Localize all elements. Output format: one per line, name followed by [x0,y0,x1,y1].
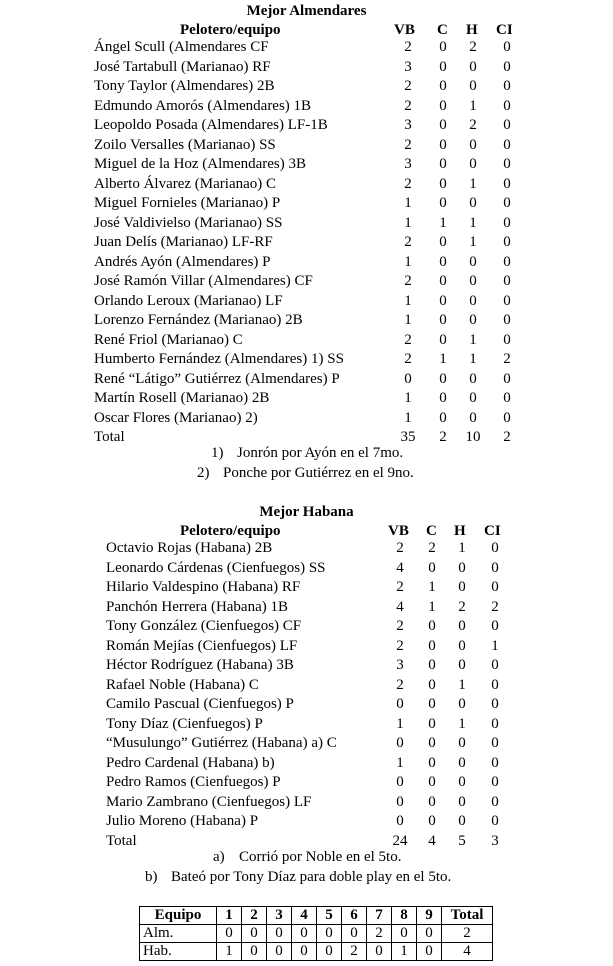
almendares-cell-vb: 1 [404,312,412,328]
habana-cell-ci: 0 [491,676,499,693]
habana-player-row [0,695,613,715]
almendares-cell-ci: 0 [503,39,511,55]
almendares-cell-name: Ángel Scull (Almendares CF [94,39,269,55]
almendares-cell-ci: 0 [503,390,511,406]
habana-cell-h: 0 [458,696,466,712]
habana-cell-h: 1 [458,715,466,732]
habana-cell-name: Pedro Cardenal (Habana) b) [106,754,275,771]
almendares-cell-vb: 3 [404,117,412,133]
habana-cell-name: Mario Zambrano (Cienfuegos) LF [106,793,312,810]
footnote-marker: 2) [197,464,210,481]
almendares-cell-ci: 0 [503,312,511,328]
almendares-cell-h: 1 [469,234,477,250]
habana-cell-h: 5 [458,832,466,849]
habana-cell-name: Total [106,832,137,849]
habana-player-row [0,812,613,832]
linescore-cell: 0 [267,943,292,961]
almendares-cell-c: 0 [439,58,447,75]
habana-header-vb: VB [388,523,409,539]
habana-cell-ci: 0 [491,579,499,595]
habana-player-row [0,539,613,559]
habana-cell-c: 1 [428,579,436,595]
almendares-cell-h: 1 [469,175,477,192]
linescore-cell: 0 [392,925,417,943]
almendares-cell-c: 0 [439,312,447,328]
habana-cell-c: 0 [428,657,436,673]
linescore-header-cell: 5 [317,907,342,925]
habana-cell-h: 0 [458,793,466,810]
almendares-cell-name: Zoilo Versalles (Marianao) SS [94,136,276,153]
almendares-cell-name: José Tartabull (Marianao) RF [94,58,271,75]
almendares-cell-name: René Friol (Marianao) C [94,331,243,348]
linescore-cell: 0 [342,925,367,943]
almendares-cell-vb: 1 [404,390,412,406]
almendares-player-row [0,77,613,97]
almendares-cell-name: Lorenzo Fernández (Marianao) 2B [94,312,303,328]
habana-cell-c: 0 [428,813,436,829]
habana-cell-ci: 2 [491,598,499,615]
habana-cell-vb: 0 [396,735,404,751]
almendares-player-row [0,175,613,195]
almendares-cell-name: Edmundo Amorós (Almendares) 1B [94,97,312,114]
linescore-cell: 0 [417,925,442,943]
footnote-marker: b) [145,868,158,885]
habana-cell-ci: 0 [491,813,499,829]
habana-cell-ci: 0 [491,657,499,673]
habana-header-player: Pelotero/equipo [180,523,281,539]
habana-cell-ci: 0 [491,540,499,556]
habana-cell-h: 0 [458,637,466,654]
almendares-cell-c: 1 [439,214,447,231]
almendares-cell-c: 0 [439,97,447,114]
linescore-cell: 2 [367,925,392,943]
almendares-player-row [0,331,613,351]
almendares-player-row [0,38,613,58]
almendares-player-row [0,292,613,312]
almendares-cell-h: 0 [469,409,477,426]
habana-cell-vb: 4 [396,559,404,576]
habana-cell-vb: 0 [396,696,404,712]
almendares-cell-vb: 3 [404,58,412,75]
habana-cell-h: 1 [458,676,466,693]
habana-cell-h: 0 [458,657,466,673]
almendares-cell-c: 0 [439,136,447,153]
habana-cell-h: 2 [458,598,466,615]
almendares-cell-h: 10 [465,429,481,445]
habana-cell-ci: 0 [491,618,499,634]
linescore-cell: 0 [317,943,342,961]
almendares-cell-c: 0 [439,409,447,426]
almendares-cell-c: 0 [439,370,447,387]
almendares-cell-name: Miguel Fornieles (Marianao) P [94,195,281,211]
almendares-cell-name: José Ramón Villar (Almendares) CF [94,273,313,289]
almendares-cell-ci: 0 [503,195,511,211]
almendares-footnote [211,444,403,462]
linescore-cell: 1 [392,943,417,961]
habana-cell-h: 0 [458,735,466,751]
almendares-cell-ci: 0 [503,214,511,231]
almendares-cell-vb: 35 [400,429,416,445]
almendares-cell-vb: 2 [404,273,412,289]
almendares-cell-h: 0 [469,58,477,75]
linescore-header-cell: 6 [342,907,367,925]
almendares-player-row [0,58,613,78]
almendares-cell-name: José Valdivielso (Marianao) SS [94,214,283,231]
habana-cell-ci: 0 [491,793,499,810]
linescore-team-row [140,943,493,961]
almendares-cell-h: 1 [469,97,477,114]
linescore-table [139,906,493,961]
habana-player-row [0,793,613,813]
almendares-cell-h: 0 [469,195,477,211]
almendares-cell-ci: 0 [503,175,511,192]
linescore-cell: 0 [317,925,342,943]
almendares-cell-vb: 3 [404,156,412,172]
almendares-cell-ci: 0 [503,370,511,387]
almendares-cell-vb: 2 [404,78,412,94]
linescore-cell: 2 [442,925,493,943]
linescore-header-cell: Total [442,907,493,925]
habana-cell-name: Julio Moreno (Habana) P [106,813,259,829]
almendares-cell-h: 0 [469,390,477,406]
habana-cell-vb: 2 [396,540,404,556]
almendares-cell-c: 0 [439,195,447,211]
almendares-cell-vb: 2 [404,39,412,55]
habana-cell-vb: 0 [396,793,404,810]
habana-cell-c: 0 [428,676,436,693]
habana-player-row [0,656,613,676]
habana-cell-c: 0 [428,774,436,790]
almendares-cell-h: 0 [469,78,477,94]
almendares-cell-vb: 1 [404,253,412,270]
habana-cell-vb: 2 [396,579,404,595]
almendares-footnote [197,464,414,482]
habana-player-row [0,676,613,696]
habana-player-row [0,773,613,793]
almendares-player-row [0,311,613,331]
almendares-cell-name: Juan Delís (Marianao) LF-RF [94,234,273,250]
linescore-cell: 0 [367,943,392,961]
almendares-cell-c: 0 [439,273,447,289]
habana-cell-name: Román Mejías (Cienfuegos) LF [106,637,298,654]
footnote-text: Jonrón por Ayón en el 7mo. [237,445,404,461]
linescore-cell: 0 [242,943,267,961]
almendares-cell-ci: 2 [503,351,511,367]
almendares-cell-h: 0 [469,156,477,172]
habana-footnote [213,848,401,866]
almendares-cell-vb: 2 [404,136,412,153]
almendares-cell-vb: 2 [404,234,412,250]
habana-cell-h: 0 [458,774,466,790]
almendares-cell-vb: 2 [404,331,412,348]
habana-header-h: H [454,523,466,539]
habana-cell-c: 0 [428,735,436,751]
almendares-player-row [0,350,613,370]
linescore-team-row [140,925,493,943]
almendares-cell-ci: 0 [503,273,511,289]
habana-cell-ci: 0 [491,696,499,712]
almendares-cell-c: 0 [439,78,447,94]
almendares-cell-vb: 1 [404,195,412,211]
almendares-cell-h: 0 [469,273,477,289]
linescore-header-cell: 3 [267,907,292,925]
linescore-cell: Hab. [140,943,217,961]
almendares-cell-c: 0 [439,39,447,55]
habana-cell-name: Camilo Pascual (Cienfuegos) P [106,696,294,712]
almendares-cell-ci: 0 [503,78,511,94]
almendares-cell-name: Alberto Álvarez (Marianao) C [94,175,277,192]
almendares-cell-h: 2 [469,117,477,133]
linescore-header-cell: 8 [392,907,417,925]
almendares-title: Mejor Almendares [246,3,367,19]
linescore-header-cell: 1 [217,907,242,925]
almendares-header-h: H [466,22,478,38]
habana-cell-name: Pedro Ramos (Cienfuegos) P [106,774,281,790]
almendares-cell-c: 0 [439,331,447,348]
habana-cell-ci: 0 [491,559,499,576]
habana-cell-vb: 3 [396,657,404,673]
habana-cell-c: 2 [428,540,436,556]
footnote-text: Bateó por Tony Díaz para doble play en el 5to. [171,868,452,885]
habana-player-row [0,578,613,598]
almendares-cell-ci: 0 [503,253,511,270]
habana-cell-vb: 2 [396,676,404,693]
linescore-cell: 1 [217,943,242,961]
almendares-cell-vb: 2 [404,351,412,367]
almendares-player-row [0,214,613,234]
linescore-cell: 2 [342,943,367,961]
linescore-header-cell: 9 [417,907,442,925]
almendares-player-row [0,272,613,292]
almendares-player-row [0,155,613,175]
almendares-cell-name: Total [94,429,125,445]
almendares-cell-c: 1 [439,351,447,367]
habana-cell-vb: 2 [396,618,404,634]
habana-cell-vb: 0 [396,774,404,790]
almendares-cell-vb: 2 [404,97,412,114]
habana-cell-ci: 0 [491,735,499,751]
almendares-cell-ci: 0 [503,136,511,153]
habana-title: Mejor Habana [259,504,354,520]
almendares-cell-name: Orlando Leroux (Marianao) LF [94,292,283,309]
almendares-player-row [0,97,613,117]
almendares-cell-h: 1 [469,331,477,348]
almendares-player-row [0,116,613,136]
almendares-cell-name: René “Látigo” Gutiérrez (Almendares) P [94,370,340,387]
almendares-header-player: Pelotero/equipo [180,22,281,38]
habana-cell-c: 1 [428,598,436,615]
habana-cell-ci: 0 [491,774,499,790]
habana-cell-vb: 2 [396,637,404,654]
almendares-cell-vb: 2 [404,175,412,192]
habana-cell-h: 0 [458,754,466,771]
habana-player-row [0,715,613,735]
almendares-header-c: C [437,22,448,38]
almendares-player-row [0,233,613,253]
almendares-cell-vb: 0 [404,370,412,387]
linescore-header-row [140,907,493,925]
habana-footnote [145,868,451,886]
linescore-header-cell: 7 [367,907,392,925]
habana-cell-name: Héctor Rodríguez (Habana) 3B [106,657,294,673]
almendares-cell-ci: 0 [503,58,511,75]
almendares-cell-ci: 0 [503,409,511,426]
habana-cell-h: 0 [458,559,466,576]
almendares-cell-name: Leopoldo Posada (Almendares) LF-1B [94,117,328,133]
habana-player-row [0,637,613,657]
almendares-cell-name: Andrés Ayón (Almendares) P [94,253,271,270]
almendares-cell-c: 2 [439,429,447,445]
footnote-marker: a) [213,849,225,865]
footnote-text: Ponche por Gutiérrez en el 9no. [223,464,414,481]
almendares-cell-name: Martín Rosell (Marianao) 2B [94,390,270,406]
habana-cell-ci: 3 [491,832,499,849]
almendares-cell-vb: 1 [404,292,412,309]
almendares-cell-c: 0 [439,390,447,406]
almendares-cell-name: Miguel de la Hoz (Almendares) 3B [94,156,307,172]
almendares-cell-vb: 1 [404,214,412,231]
almendares-cell-name: Humberto Fernández (Almendares) 1) SS [94,351,344,367]
habana-cell-vb: 1 [396,754,404,771]
almendares-cell-h: 0 [469,253,477,270]
almendares-cell-ci: 0 [503,156,511,172]
habana-cell-name: Tony González (Cienfuegos) CF [106,618,302,634]
linescore-cell: Alm. [140,925,217,943]
almendares-cell-h: 0 [469,136,477,153]
almendares-cell-ci: 0 [503,117,511,133]
almendares-cell-name: Oscar Flores (Marianao) 2) [94,409,258,426]
almendares-cell-h: 1 [469,351,477,367]
habana-cell-name: Rafael Noble (Habana) C [106,676,259,693]
habana-cell-name: Octavio Rojas (Habana) 2B [106,540,273,556]
almendares-player-row [0,136,613,156]
habana-header-ci: CI [484,523,501,539]
almendares-cell-c: 0 [439,117,447,133]
habana-cell-ci: 0 [491,754,499,771]
linescore-cell: 4 [442,943,493,961]
almendares-player-row [0,253,613,273]
almendares-cell-c: 0 [439,292,447,309]
habana-cell-ci: 0 [491,715,499,732]
habana-player-row [0,754,613,774]
habana-player-row [0,617,613,637]
habana-cell-h: 0 [458,579,466,595]
habana-cell-name: Panchón Herrera (Habana) 1B [106,598,288,615]
almendares-cell-ci: 0 [503,234,511,250]
linescore-cell: 0 [417,943,442,961]
almendares-player-row [0,194,613,214]
almendares-cell-ci: 0 [503,292,511,309]
habana-cell-c: 0 [428,637,436,654]
habana-cell-vb: 4 [396,598,404,615]
habana-cell-ci: 1 [491,637,499,654]
almendares-cell-ci: 0 [503,331,511,348]
habana-cell-c: 0 [428,793,436,810]
almendares-cell-h: 1 [469,214,477,231]
almendares-cell-h: 0 [469,312,477,328]
habana-cell-c: 0 [428,559,436,576]
habana-cell-h: 0 [458,813,466,829]
almendares-cell-h: 0 [469,370,477,387]
almendares-cell-h: 0 [469,292,477,309]
habana-cell-vb: 0 [396,813,404,829]
habana-cell-c: 0 [428,696,436,712]
habana-cell-c: 0 [428,754,436,771]
almendares-cell-h: 2 [469,39,477,55]
linescore-cell: 0 [292,943,317,961]
habana-cell-name: Leonardo Cárdenas (Cienfuegos) SS [106,559,326,576]
almendares-player-row [0,389,613,409]
almendares-cell-name: Tony Taylor (Almendares) 2B [94,78,275,94]
habana-cell-name: Hilario Valdespino (Habana) RF [106,579,301,595]
habana-cell-c: 4 [428,832,436,849]
linescore-cell: 0 [267,925,292,943]
habana-cell-name: “Musulungo” Gutiérrez (Habana) a) C [106,735,337,751]
habana-player-row [0,559,613,579]
habana-cell-h: 0 [458,618,466,634]
almendares-cell-vb: 1 [404,409,412,426]
almendares-header-ci: CI [496,22,513,38]
habana-cell-c: 0 [428,618,436,634]
habana-player-row [0,598,613,618]
linescore-header-cell: 2 [242,907,267,925]
habana-player-row [0,734,613,754]
almendares-player-row [0,409,613,429]
linescore-cell: 0 [242,925,267,943]
footnote-marker: 1) [211,445,224,461]
linescore-header-cell: Equipo [140,907,217,925]
habana-cell-vb: 24 [392,832,408,849]
habana-cell-vb: 1 [396,715,404,732]
linescore-cell: 0 [292,925,317,943]
almendares-header-vb: VB [394,22,415,38]
footnote-text: Corrió por Noble en el 5to. [239,849,402,865]
almendares-player-row [0,370,613,390]
almendares-cell-c: 0 [439,234,447,250]
habana-cell-h: 1 [458,540,466,556]
almendares-cell-c: 0 [439,156,447,172]
almendares-cell-ci: 0 [503,97,511,114]
linescore-header-cell: 4 [292,907,317,925]
habana-header-c: C [426,523,437,539]
habana-cell-name: Tony Díaz (Cienfuegos) P [106,715,263,732]
habana-cell-c: 0 [428,715,436,732]
almendares-cell-c: 0 [439,253,447,270]
linescore-cell: 0 [217,925,242,943]
almendares-cell-c: 0 [439,175,447,192]
almendares-cell-ci: 2 [503,429,511,445]
